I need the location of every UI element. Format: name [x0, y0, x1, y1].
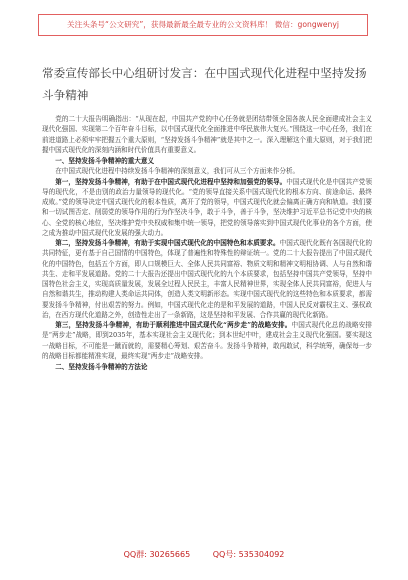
paragraph-lead: 第三，坚持发扬斗争精神，有助于顺利推进中国式现代化“两步走”的战略安排。 [55, 321, 292, 329]
body-paragraph: 在中国式现代化进程中持续发扬斗争精神的深刻意义，我们可从三个方面来作分析。 [55, 167, 300, 176]
paragraph-lead: 第一，坚持发扬斗争精神，有助于在中国式现代化进程中坚持和加强党的领导。 [55, 177, 287, 186]
body-paragraph: 第三，坚持发扬斗争精神，有助于顺利推进中国式现代化“两步走”的战略安排。中国式现代化总的战略安排是“两步走”战略，即到2035年，基本实现社会主义现代化；到本世纪中叶，建成社会主义现代化强国。要实现这一战略目标，不可能是一蹴而就的，需要精心筹划、艰苦奋斗。发扬斗争精神，敢闯敢试，科学统筹，确保每一步的战略目标都能精准实现，最终实现“两步走”战略安排。 [42, 321, 372, 360]
document-title: 常委宣传部长中心组研讨发言：在中国式现代化进程中坚持发扬斗争精神 [42, 66, 367, 102]
body-paragraph: 第二，坚持发扬斗争精神，有助于实现中国式现代化的中国特色和本质要求。中国式现代化既有各国现代化的共同特征，更有基于自己国情的中国特色，体现了普遍性和特殊性的辩证统一。党的二十大报告提出了中国式现代化的中国特色，包括五个方面，即人口规模巨大、全体人民共同富裕、物质文明和精神文明相协调、人与自然和谐共生、走和平发展道路。党的二十大报告还提出中国式现代化的九个本质要求，包括坚持中国共产党领导，坚持中国特色社会主义，实现高质量发展，发展全过程人民民主，丰富人民精神世界，实现全体人民共同富裕，促进人与自然和谐共生，推动构建人类命运共同体，创造人类文明新形态。实现中国式现代化的这些特色和本质要求，都需要发扬斗争精神，付出艰苦的努力。例如，中国式现代化走的是和平发展的道路，中国人民反对霸权主义、强权政治，在西方现代化道路之外，创造性走出了一条新路，这是坚持和平发展、合作共赢的现代化新路。 [42, 239, 373, 319]
header-banner: 关注头条号“公文研究”，获得最新最全最专业的公文资料库！ 微信：gongwenyj [38, 14, 368, 36]
document-body [42, 114, 372, 372]
qq-number: QQ号: 535304092 [212, 550, 285, 559]
qq-group: QQ群: 30265665 [123, 550, 191, 559]
paragraph-lead: 第二，坚持发扬斗争精神，有助于实现中国式现代化的中国特色和本质要求。 [55, 239, 280, 247]
body-paragraph: 第一，坚持发扬斗争精神，有助于在中国式现代化进程中坚持和加强党的领导。中国式现代化是中国共产党领导的现代化，不是由别的政治力量领导的现代化。“党的领导直接关系中国式现代化的根本方向、前途命运、最终成败。”党的领导决定中国式现代化的根本性质，离开了党的领导，中国式现代化就会偏离正确方向和轨道。我们要和一切试图否定、削弱党的领导作用的行为作坚决斗争，敢于斗争，善于斗争，坚决维护习近平总书记党中央的核心、全党的核心地位，坚决维护党中央权威和集中统一领导，把党的领导落实到中国式现代化事业的各个方面，使之成为推动中国式现代化发展的强大动力。 [42, 177, 373, 237]
section-heading: 二、坚持发扬斗争精神的方法论 [55, 363, 148, 371]
body-paragraph: 党的二十大报告明确指出：“从现在起，中国共产党的中心任务就是团结带领全国各族人民全面建成社会主义现代化强国、实现第二个百年奋斗目标，以中国式现代化全面推进中华民族伟大复兴。”围绕这一中心任务，我们在前进道路上必须牢牢把握五个重大原则，“坚持发扬斗争精神”就是其中之一。深入理解这个重大原则，对于我们把握中国式现代化的深刻内涵和时代价值具有重要意义。 [42, 115, 372, 154]
section-heading: 一、坚持发扬斗争精神的重大意义 [55, 157, 155, 165]
footer-contact [0, 548, 408, 562]
